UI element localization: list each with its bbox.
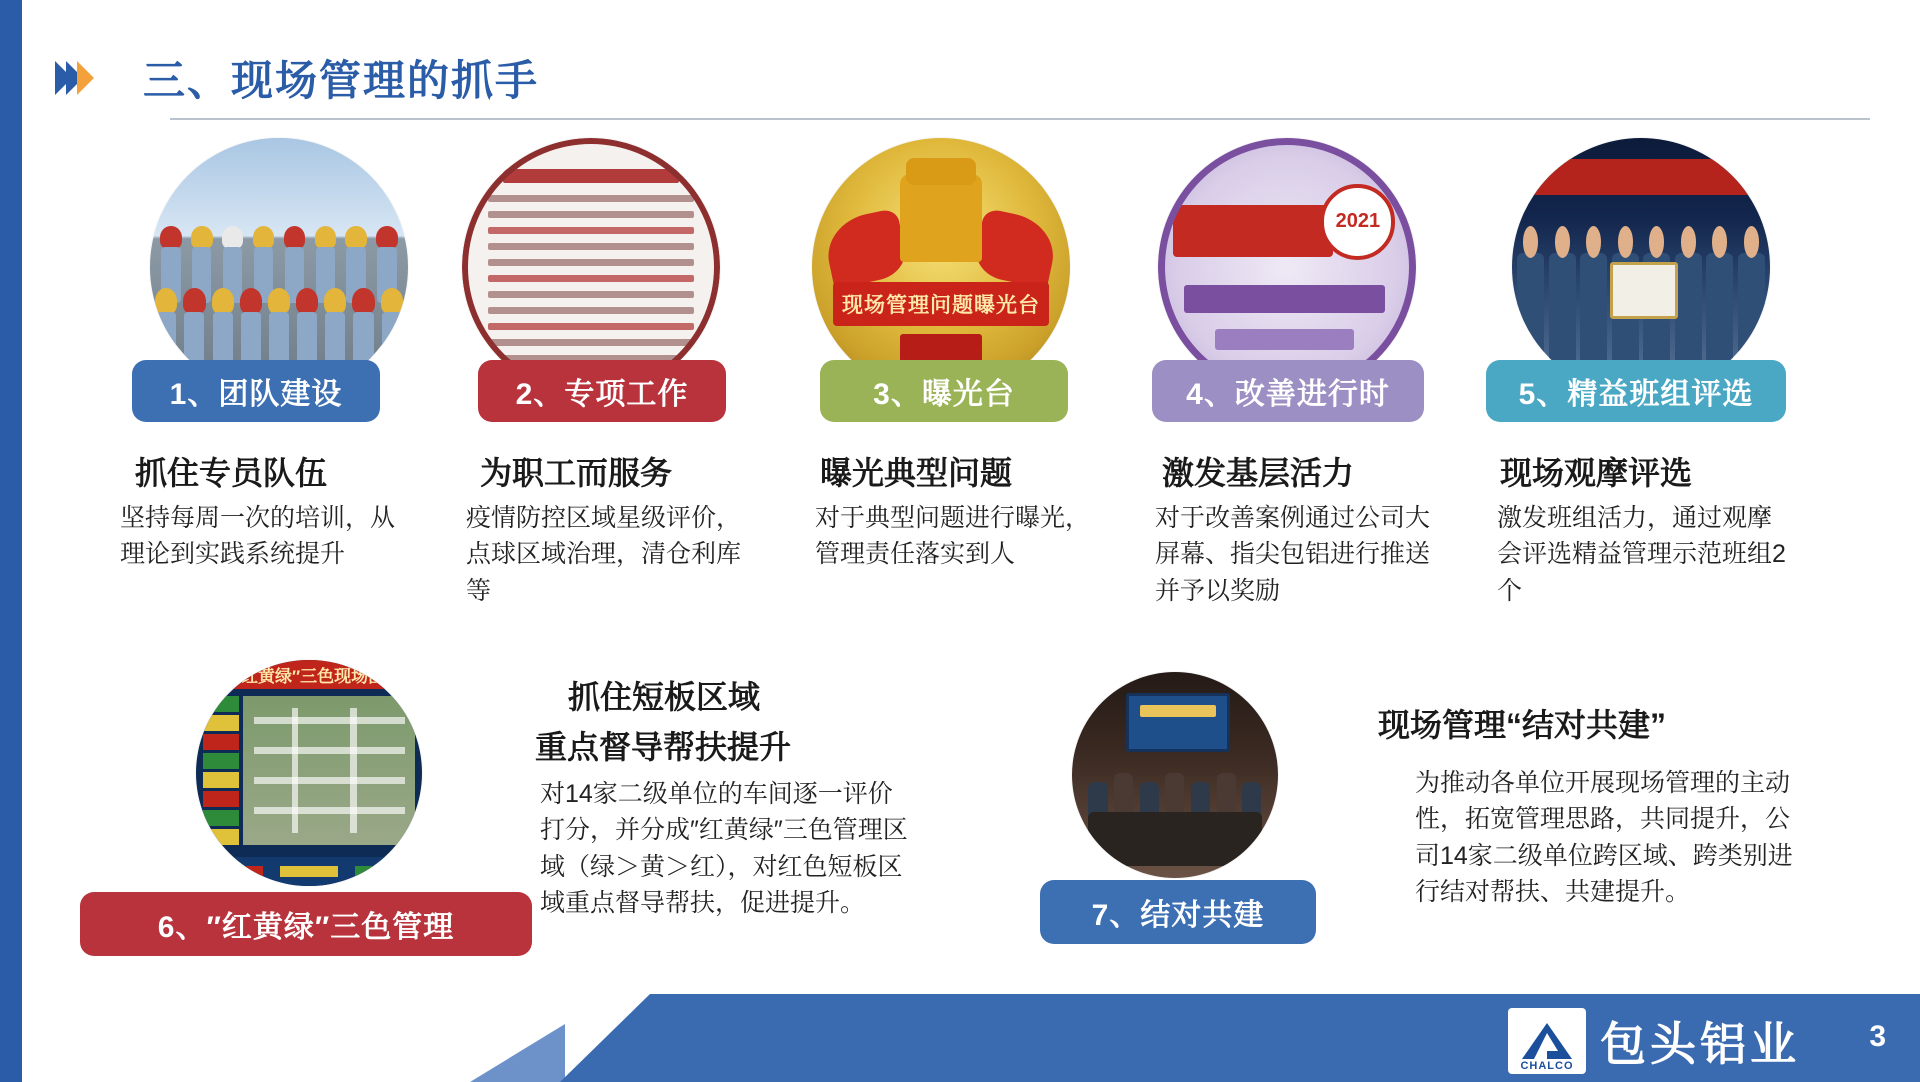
slide-header <box>55 48 539 108</box>
body-exposure-board: 对于典型问题进行曝光，管理责任落实到人 <box>815 504 1091 569</box>
heading-improvement: 激发基层活力 <box>1162 455 1355 491</box>
body-team-building: 坚持每周一次的培训，从理论到实践系统提升 <box>120 504 396 569</box>
chalco-logo-icon <box>1508 1008 1586 1074</box>
heading-pairing: 现场管理“结对共建” <box>1378 707 1667 743</box>
company-logo <box>1508 1008 1800 1074</box>
pill-improvement[interactable]: 4、改善进行时 <box>1152 360 1424 422</box>
pill-three-color-management[interactable]: 6、″红黄绿″三色管理 <box>80 892 532 956</box>
heading-lean-team: 现场观摩评选 <box>1500 455 1693 491</box>
pill-lean-team[interactable]: 5、精益班组评选 <box>1486 360 1786 422</box>
logo-text: 包头铝业 <box>1600 1018 1800 1070</box>
body-improvement: 对于改善案例通过公司大屏幕、指尖包铝进行推送并予以奖励 <box>1155 504 1431 605</box>
map-title: ″红黄绿″三色现场图 <box>196 660 422 689</box>
logo-subtext: CHALCO <box>1520 1060 1574 1072</box>
footer-triangle <box>560 994 650 1082</box>
pill-pairing[interactable]: 7、结对共建 <box>1040 880 1316 944</box>
body-three-color-management: 对14家二级单位的车间逐一评价打分，并分成″红黄绿″三色管理区域（绿＞黄＞红），对红色短板区域重点督导帮扶，促进提升。 <box>540 780 908 917</box>
pairing-meeting-photo <box>1072 672 1278 878</box>
body-lean-team: 激发班组活力，通过观摩会评选精益管理示范班组2个 <box>1497 504 1786 605</box>
lean-team-award-photo <box>1512 138 1770 396</box>
double-chevron-right-icon <box>55 61 88 95</box>
special-work-document <box>462 138 720 396</box>
heading-short-board-line2: 重点督导帮扶提升 <box>535 729 792 765</box>
left-accent-bar <box>0 0 22 1082</box>
pill-exposure-board[interactable]: 3、曝光台 <box>820 360 1068 422</box>
exposure-board-poster <box>812 138 1070 396</box>
seal-year: 2021 <box>1320 184 1395 259</box>
heading-exposure-board: 曝光典型问题 <box>820 455 1013 491</box>
heading-team-building: 抓住专员队伍 <box>135 455 328 491</box>
page-title: 三、现场管理的抓手 <box>143 57 540 104</box>
improvement-seal-2021 <box>1158 138 1416 396</box>
pill-team-building[interactable]: 1、团队建设 <box>132 360 380 422</box>
body-pairing: 为推动各单位开展现场管理的主动性，拓宽管理思路，共同提升，公司14家二级单位跨区域、跨类别进行结对帮扶、共建提升。 <box>1415 769 1793 906</box>
three-color-map <box>196 660 422 886</box>
left-accent-bar-gap <box>22 0 31 1082</box>
page-number: 3 <box>1869 1020 1886 1053</box>
heading-special-work: 为职工而服务 <box>480 455 673 491</box>
poster-text: 现场管理问题曝光台 <box>833 282 1050 326</box>
heading-short-board-line1: 抓住短板区域 <box>568 679 761 715</box>
footer-bar <box>0 994 1920 1082</box>
body-special-work: 疫情防控区域星级评价，点球区域治理，清仓利库等 <box>466 504 742 605</box>
pill-special-work[interactable]: 2、专项工作 <box>478 360 726 422</box>
footer-accent-shape <box>470 1024 565 1082</box>
team-building-photo <box>150 138 408 396</box>
header-divider <box>170 118 1870 120</box>
